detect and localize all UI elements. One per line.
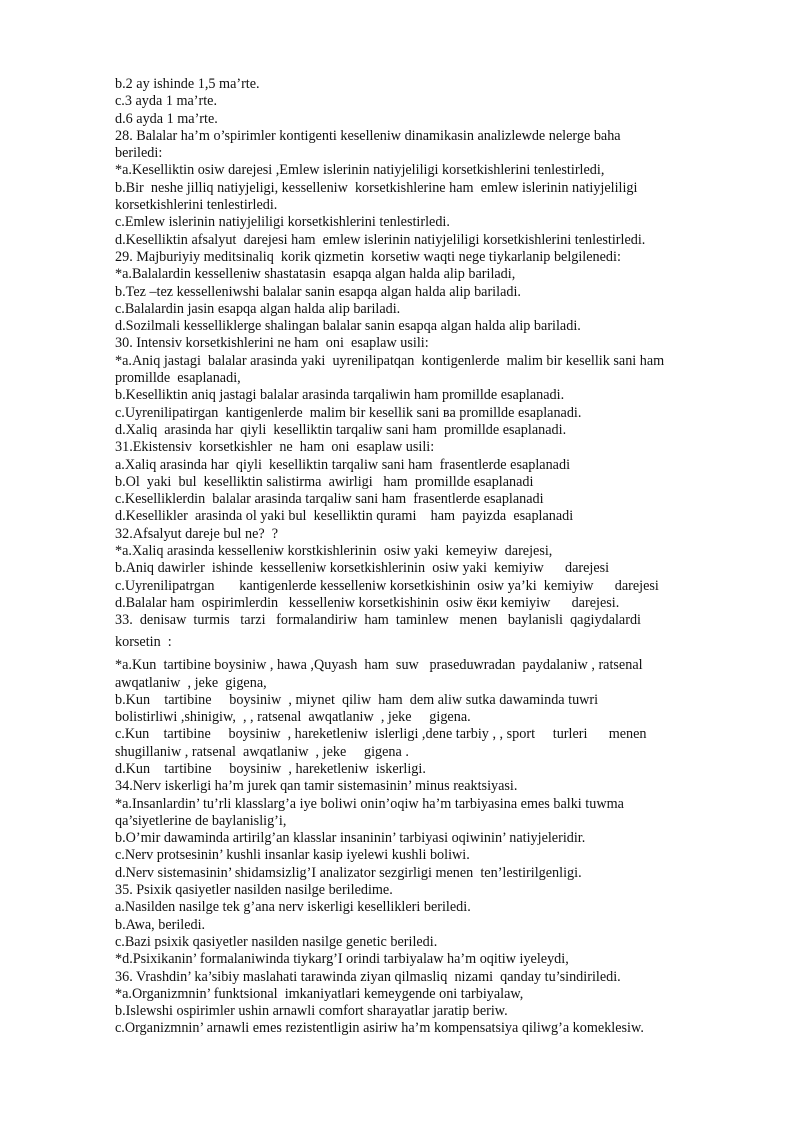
text-line: awqatlaniw , jeke gigena,: [115, 674, 267, 691]
text-line: a.Nasilden nasilge tek g’ana nerv iskerligi kesellikleri beriledi.: [115, 899, 471, 916]
text-line: *d.Psixikanin’ formalaniwinda tiykarg’I orindi tarbiyalaw ha’m oqitiw iyeleydi,: [115, 951, 569, 968]
text-line: b.2 ay ishinde 1,5 ma’rte.: [115, 76, 260, 92]
text-line: beriledi:: [115, 145, 163, 162]
text-line: c.3 ayda 1 ma’rte.: [115, 93, 218, 110]
text-line: c.Kun tartibine boysiniw , hareketleniw islerligi ,dene tarbiy , , sport turleri menen: [115, 726, 647, 743]
text-line: promillde esaplanadi,: [115, 370, 241, 387]
text-line: b.O’mir dawaminda artirilg’an klasslar insaninin’ tarbiyasi oqiwinin’ natiyjeleridir.: [115, 830, 586, 847]
text-line: c.Uyrenilipatrgan kantigenlerde kesselleniw korsetkishinin osiw ya’ki kemiyiw darejesi: [115, 577, 659, 594]
text-line: d.6 ayda 1 ma’rte.: [115, 110, 218, 127]
question-33: 33. denisaw turmis tarzi formalandiriw ham taminlew menen baylanisli qagiydalardi: [115, 612, 641, 629]
text-line: d.Xaliq arasinda har qiyli keselliktin tarqaliw sani ham promillde esaplanadi.: [115, 421, 567, 438]
text-line: c.Balalardin jasin esapqa algan halda alip bariladi.: [115, 300, 401, 317]
text-line: d.Nerv sistemasinin’ shidamsizlig’I analizator sezgirligi menen ten’lestirilgenligi.: [115, 864, 582, 881]
text-line: d.Kesellikler arasinda ol yaki bul keselliktin qurami ham payizda esaplanadi: [115, 508, 574, 525]
text-line: korsetin :: [115, 634, 172, 651]
text-line: c.Uyrenilipatirgan kantigenlerde malim bir kesellik sani ва promillde esaplanadi.: [115, 404, 582, 421]
text-line: *a.Xaliq arasinda kesselleniw korstkishlerinin osiw yaki kemeyiw darejesi,: [115, 543, 553, 560]
question-28: 28. Balalar ha’m o’spirimler kontigenti keselleniw dinamikasin analizlewde nelerge baha: [115, 127, 621, 144]
question-34: 34.Nerv iskerligi ha’m jurek qan tamir sistemasinin’ minus reaktsiyasi.: [115, 778, 518, 795]
text-line: d.Kun tartibine boysiniw , hareketleniw iskerligi.: [115, 760, 426, 777]
text-line: c.Bazi psixik qasiyetler nasilden nasilge genetic beriledi.: [115, 933, 438, 950]
text-line: c.Nerv protsesinin’ kushli insanlar kasip iyelewi kushli boliwi.: [115, 847, 470, 864]
text-line: *a.Kun tartibine boysiniw , hawa ,Quyash ham suw praseduwradan paydalaniw , ratsenal: [115, 657, 643, 674]
question-36: 36. Vrashdin’ ka’sibiy maslahati tarawinda ziyan qilmasliq nizami qanday tu’sindiriledi.: [115, 968, 621, 985]
text-line: bolistirliwi ,shinigiw, , , ratsenal awqatlaniw , jeke gigena.: [115, 709, 471, 726]
text-line: *a.Insanlardin’ tu’rli klasslarg’a iye boliwi onin’oqiw ha’m tarbiyasina emes balki tuwma: [115, 795, 624, 812]
text-line: *a.Balalardin kesselleniw shastatasin esapqa algan halda alip bariladi,: [115, 266, 516, 283]
text-line: shugillaniw , ratsenal awqatlaniw , jeke gigena .: [115, 743, 409, 760]
text-line: b.Bir neshe jilliq natiyjeligi, kesselleniw korsetkishlerine ham emlew islerinin natiyjeliligi: [115, 179, 638, 196]
text-line: d.Sozilmali kesselliklerge shalingan balalar sanin esapqa algan halda alip bariladi.: [115, 318, 581, 335]
text-line: *a.Organizmnin’ funktsional imkaniyatlari kemeygende oni tarbiyalaw,: [115, 985, 524, 1002]
text-line: *a.Aniq jastagi balalar arasinda yaki uyrenilipatqan kontigenlerde malim bir kesellik sani ham: [115, 352, 665, 369]
text-line: b.Aniq dawirler ishinde kesselleniw korsetkishlerinin osiw yaki kemiyiw darejesi: [115, 560, 610, 577]
text-line: b.Tez –tez kesselleniwshi balalar sanin esapqa algan halda alip bariladi.: [115, 283, 521, 300]
text-line: b.Ol yaki bul keselliktin salistirma awirligi ham promillde esaplanadi: [115, 473, 534, 490]
text-line: b.Kun tartibine boysiniw , miynet qiliw ham dem aliw sutka dawaminda tuwri: [115, 691, 599, 708]
text-line: a.Xaliq arasinda har qiyli keselliktin tarqaliw sani ham frasentlerde esaplanadi: [115, 456, 571, 473]
text-line: qa’siyetlerine de baylanislig’i,: [115, 812, 287, 829]
text-line: b.Islewshi ospirimler ushin arnawli comfort sharayatlar jaratip beriw.: [115, 1003, 508, 1020]
question-35: 35. Psixik qasiyetler nasilden nasilge beriledime.: [115, 882, 393, 899]
text-line: c.Keselliklerdin balalar arasinda tarqaliw sani ham frasentlerde esaplanadi: [115, 491, 544, 508]
text-line: d.Balalar ham ospirimlerdin kesselleniw korsetkishinin osiw ёки kemiyiw darejesi.: [115, 594, 620, 611]
question-29: 29. Majburiyiy meditsinaliq korik qizmetin korsetiw waqti nege tiykarlanip belgilenedi:: [115, 248, 621, 265]
text-line: c.Emlew islerinin natiyjeliligi korsetkishlerini tenlestirledi.: [115, 214, 450, 231]
text-line: *a.Keselliktin osiw darejesi ,Emlew islerinin natiyjeliligi korsetkishlerini tenlestirledi,: [115, 162, 605, 179]
text-line: korsetkishlerini tenlestirledi.: [115, 197, 278, 214]
text-line: b.Keselliktin aniq jastagi balalar arasinda tarqaliwin ham promillde esaplanadi.: [115, 387, 565, 404]
question-31: 31.Ekistensiv korsetkishler ne ham oni esaplaw usili:: [115, 439, 435, 456]
document-page: [115, 76, 750, 1038]
text-line: d.Keselliktin afsalyut darejesi ham emlew islerinin natiyjeliligi korsetkishlerini tenlestirledi.: [115, 231, 646, 248]
question-32: 32.Afsalyut dareje bul ne? ?: [115, 525, 279, 542]
text-line: b.Awa, beriledi.: [115, 916, 206, 933]
question-30: 30. Intensiv korsetkishlerini ne ham oni esaplaw usili:: [115, 335, 429, 352]
text-line: c.Organizmnin’ arnawli emes rezistentligin asiriw ha’m kompensatsiya qiliwg’a komeklesiw.: [115, 1020, 644, 1037]
